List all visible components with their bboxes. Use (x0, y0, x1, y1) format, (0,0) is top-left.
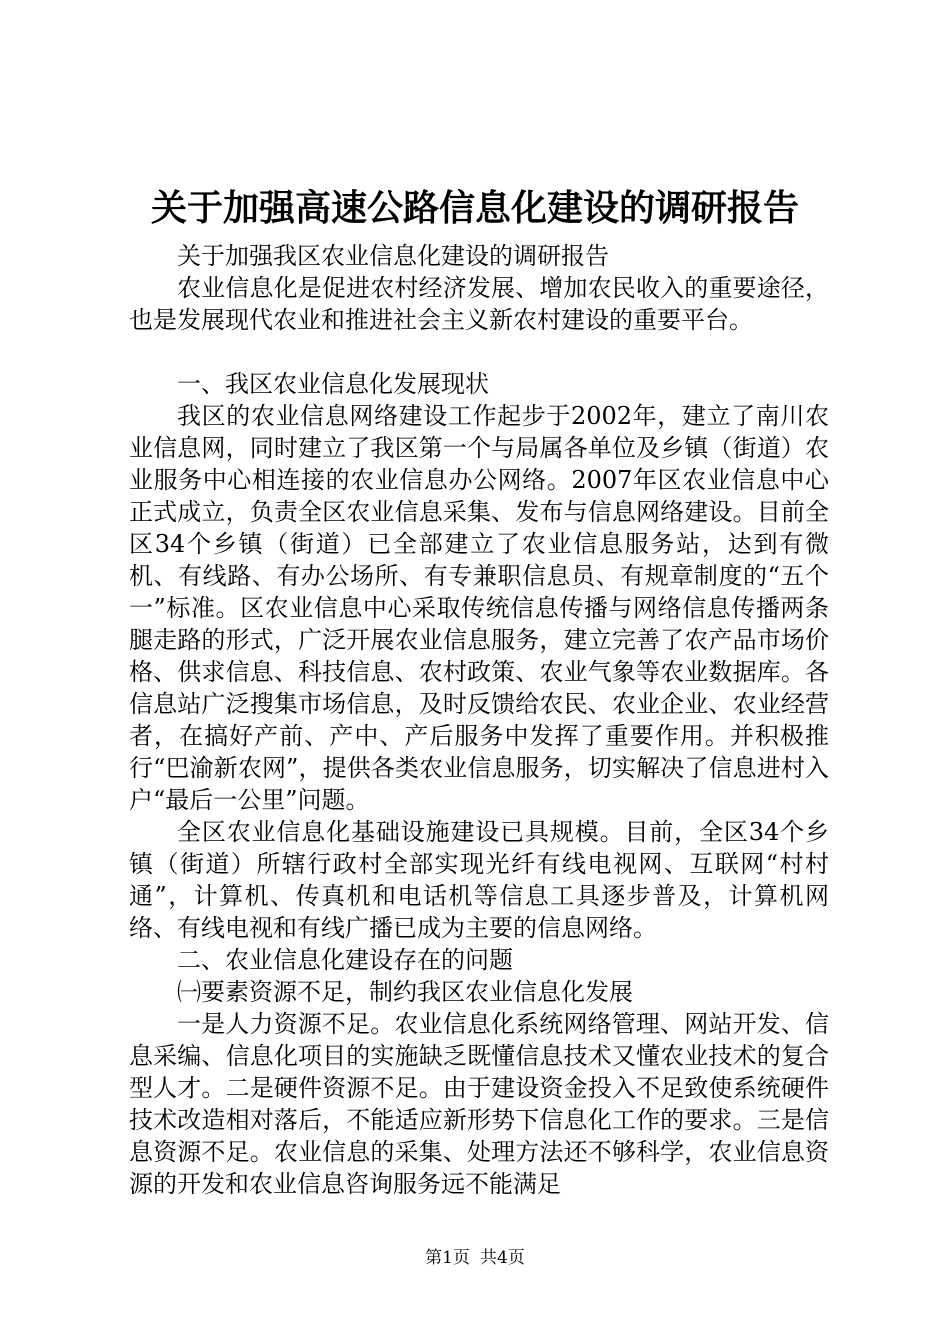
section-heading-status: 一、我区农业信息化发展现状 (177, 370, 489, 398)
paragraph-subtitle: 关于加强我区农业信息化建设的调研报告 (177, 242, 609, 270)
paragraph-intro: 农业信息化是促进农村经济发展、增加农民收入的重要途径，也是发展现代农业和推进社会主义新农村建设的重要平台。 (129, 274, 829, 334)
document-title: 关于加强高速公路信息化建设的调研报告 (150, 187, 799, 229)
paragraph-network-history: 我区的农业信息网络建设工作起步于2002年，建立了南川农业信息网，同时建立了我区第一个与局属各单位及乡镇（街道）农业服务中心相连接的农业信息办公网络。2007年区农业信息中心正式成立，负责全区农业信息采集、发布与信息网络建设。目前全区34个乡镇（街道）已全部建立了农业信息服务站，达到有微机、有线路、有办公场所、有专兼职信息员、有规章制度的“五个一”标准。区农业信息中心采取传统信息传播与网络信息传播两条腿走路的形式，广泛开展农业信息服务，建立完善了农产品市场价格、供求信息、科技信息、农村政策、农业气象等农业数据库。各信息站广泛搜集市场信息，及时反馈给农民、农业企业、农业经营者，在搞好产前、产中、产后服务中发挥了重要作用。并积极推行“巴渝新农网”，提供各类农业信息服务，切实解决了信息进村入户“最后一公里”问题。 (129, 402, 829, 814)
page-footer (0, 1246, 950, 1270)
paragraph-resource-shortage: 一是人力资源不足。农业信息化系统网络管理、网站开发、信息采编、信息化项目的实施缺乏既懂信息技术又懂农业技术的复合型人才。二是硬件资源不足。由于建设资金投入不足致使系统硬件技术改造相对落后，不能适应新形势下信息化工作的要求。三是信息资源不足。农业信息的采集、处理方法还不够科学，农业信息资源的开发和农业信息咨询服务远不能满足 (129, 1010, 829, 1198)
page-number: 第1页 (425, 1248, 470, 1268)
page-total: 共4页 (480, 1248, 525, 1268)
document-body (129, 240, 829, 1200)
paragraph-infrastructure: 全区农业信息化基础设施建设已具规模。目前，全区34个乡镇（街道）所辖行政村全部实现光纤有线电视网、互联网“村村通”，计算机、传真机和电话机等信息工具逐步普及，计算机网络、有线电视和有线广播已成为主要的信息网络。 (129, 818, 829, 942)
subsection-heading-resources: ㈠要素资源不足，制约我区农业信息化发展 (177, 978, 633, 1006)
section-heading-problems: 二、农业信息化建设存在的问题 (177, 946, 513, 974)
